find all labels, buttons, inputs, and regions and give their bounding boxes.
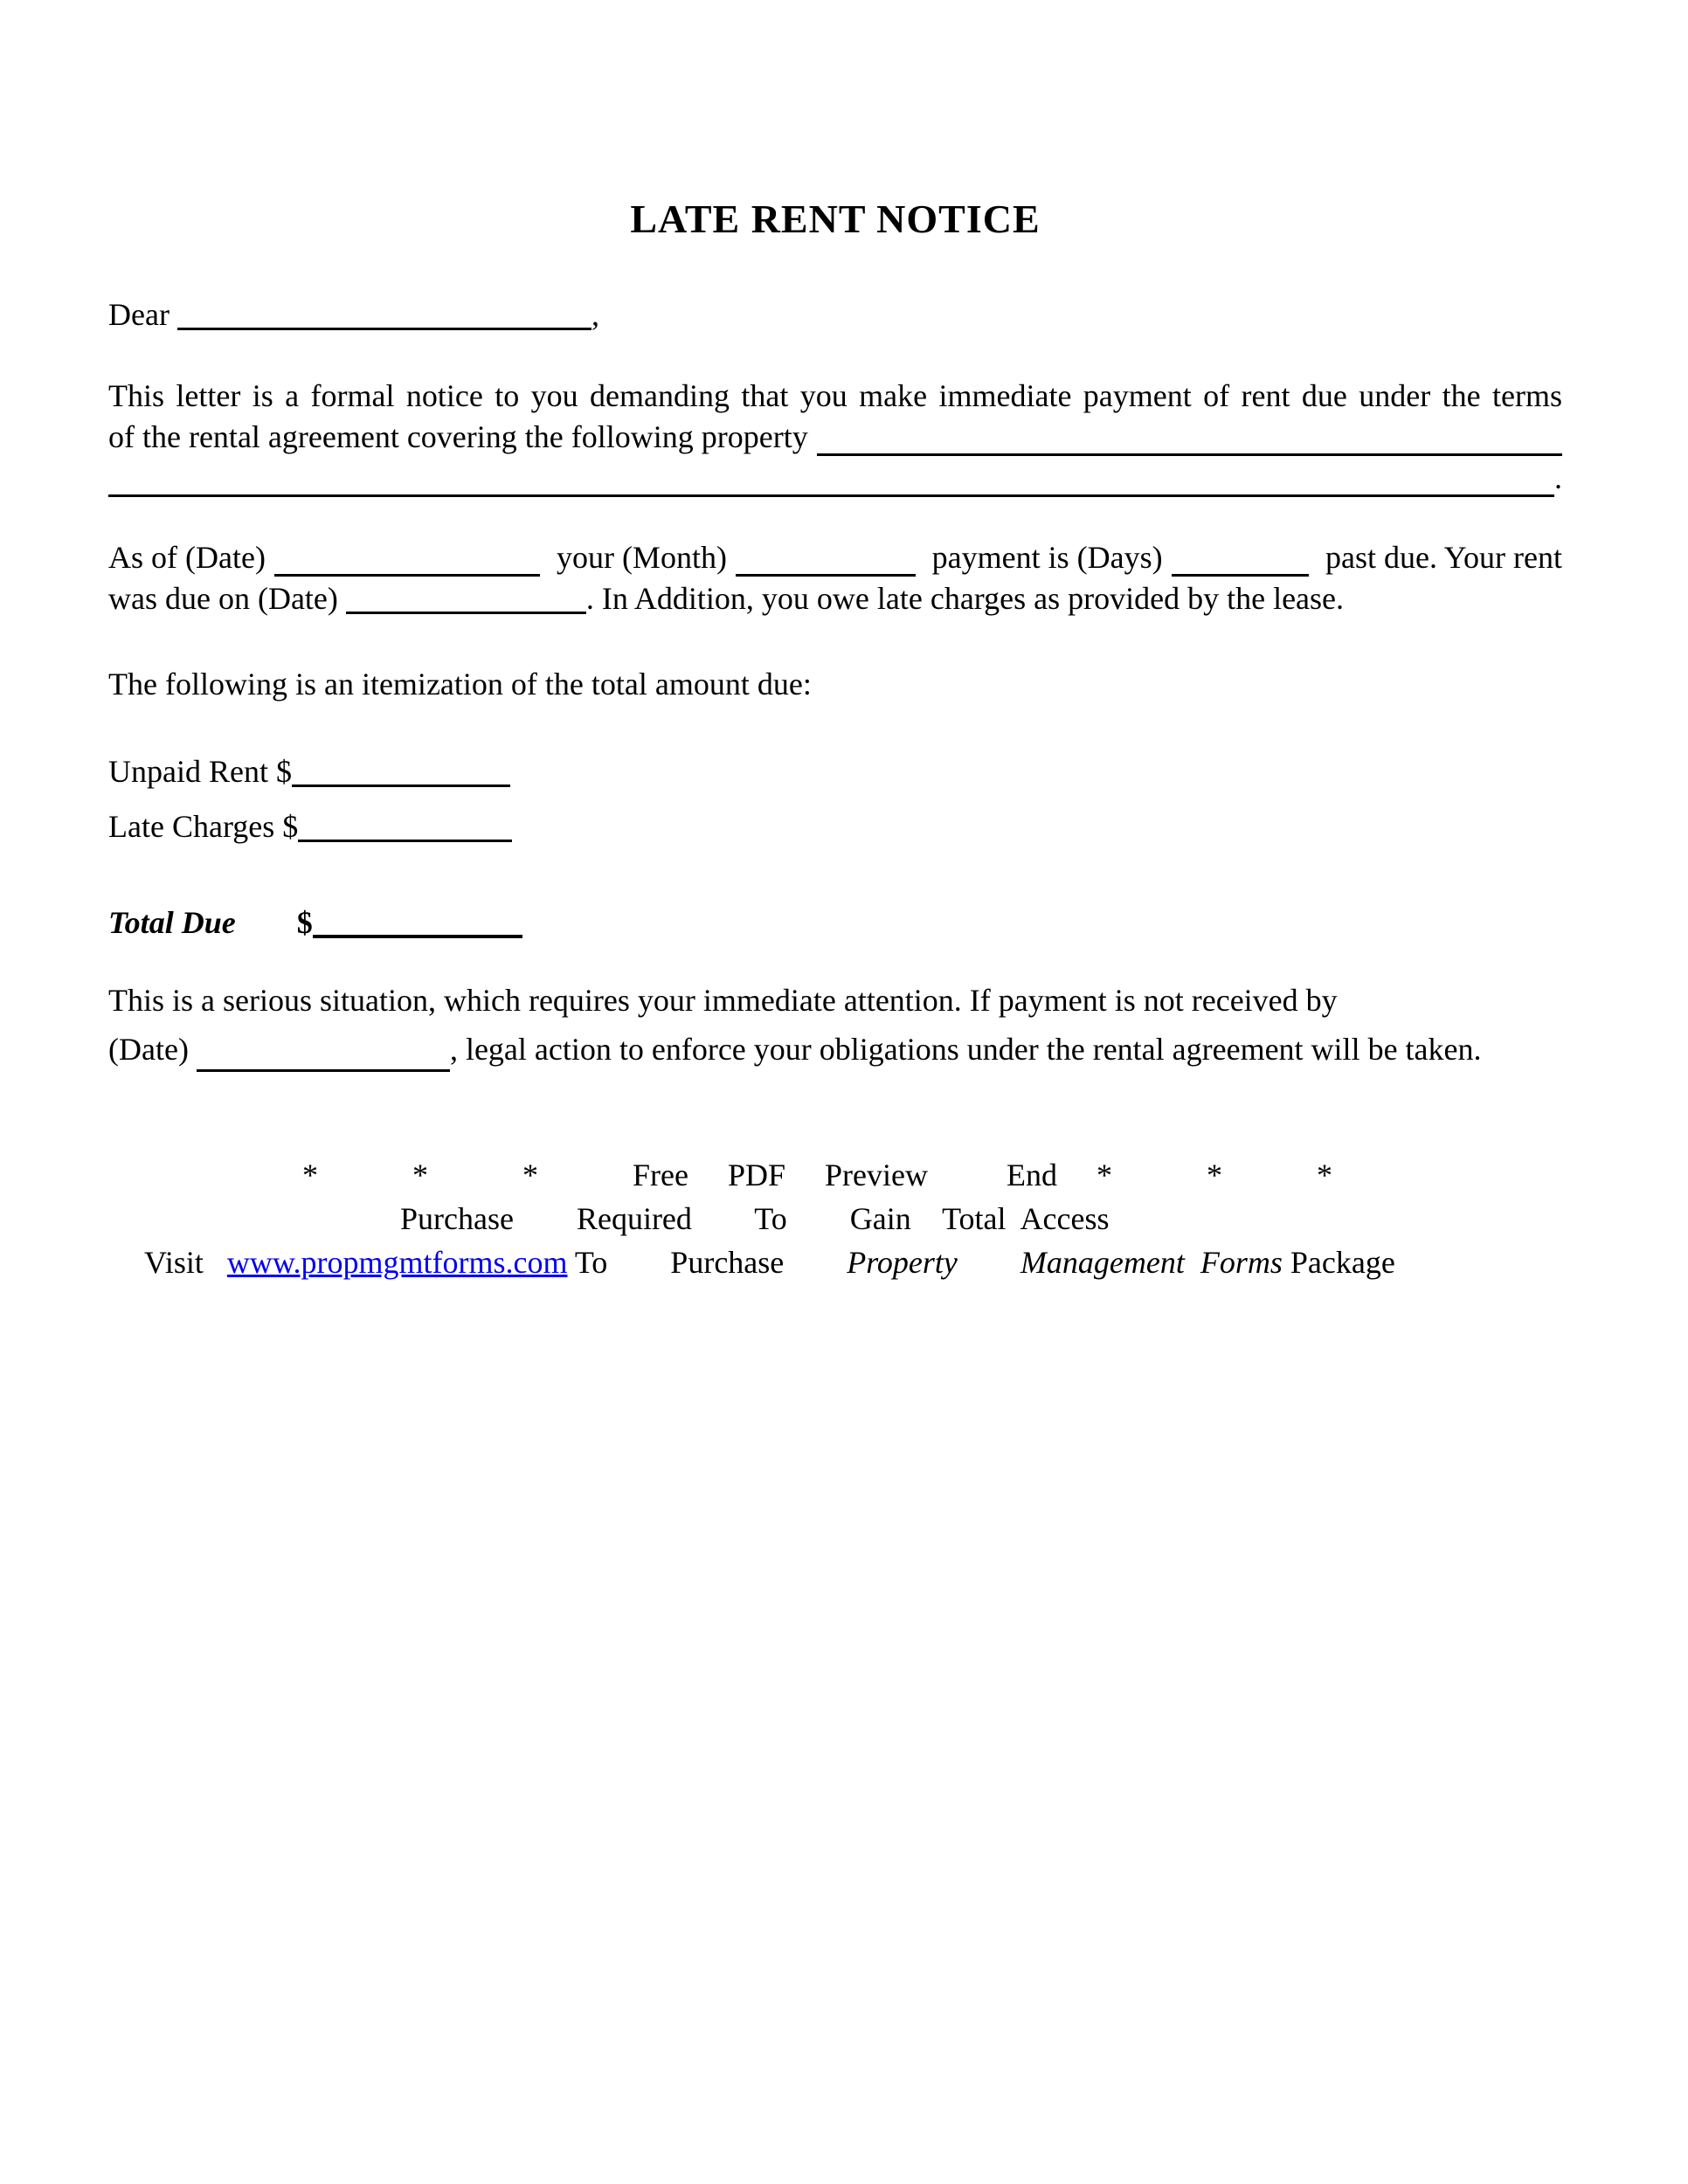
past-due-text: past due. Your rent (1318, 540, 1563, 575)
total-due-blank (313, 935, 522, 938)
total-due-line (108, 902, 1562, 943)
demand-line-3 (108, 458, 1562, 499)
property-blank (817, 417, 1562, 456)
to-purchase-text: To Purchase (567, 1245, 847, 1280)
demand-line-1: This letter is a formal notice to you demanding that you make immediate payment of rent due under the terms (108, 378, 1562, 413)
due-on-date-label: was due on (Date) (108, 581, 346, 616)
visit-text: Visit (144, 1245, 227, 1280)
late-charges-label: Late Charges $ (108, 809, 299, 844)
days-label: payment is (Days) (924, 540, 1163, 575)
due-on-date-blank (346, 612, 586, 614)
salutation-prefix: Dear (108, 297, 177, 332)
deadline-date-blank (197, 1025, 450, 1072)
footer-preview-line: * * * Free PDF Preview End * * * (302, 1158, 1332, 1192)
watermark-footer (108, 1153, 1562, 1284)
footer-visit-line (108, 1241, 1562, 1284)
paragraph-past-due (108, 537, 1562, 619)
unpaid-rent-blank (292, 784, 510, 787)
past-due-line-1 (108, 537, 1562, 578)
paragraph-warning (108, 976, 1562, 1074)
demand-line-2-text: of the rental agreement covering the following property (108, 419, 808, 454)
demand-line-3-period: . (1554, 460, 1562, 495)
total-due-label: Total Due (108, 905, 236, 940)
deadline-date-label: (Date) (108, 1032, 197, 1067)
total-due-currency: $ (296, 905, 313, 940)
month-blank (736, 537, 916, 577)
propmgmtforms-link[interactable]: www.propmgmtforms.com (226, 1245, 568, 1280)
past-due-line-2 (108, 578, 1562, 619)
salutation-comma: , (591, 297, 599, 332)
month-label: your (Month) (548, 540, 727, 575)
property-management-forms-text: Property Management Forms (847, 1245, 1283, 1280)
warning-line-1: This is a serious situation, which requires your immediate attention. If payment is not received by (108, 983, 1338, 1018)
late-charges-text: . In Addition, you owe late charges as provided by the lease. (585, 581, 1345, 616)
late-charges-blank (298, 840, 512, 842)
days-blank (1172, 537, 1309, 577)
demand-line-2 (108, 417, 1562, 458)
package-text: Package (1282, 1245, 1395, 1280)
as-of-date-blank (274, 537, 540, 577)
warning-line-2 (108, 1025, 1562, 1074)
unpaid-rent-label: Unpaid Rent $ (108, 754, 292, 789)
as-of-date-label: As of (Date) (108, 540, 266, 575)
property-blank-continued (108, 458, 1554, 497)
page-title: LATE RENT NOTICE (630, 197, 1041, 241)
tenant-name-blank (177, 328, 591, 330)
document-content (108, 0, 1562, 1284)
paragraph-demand (108, 376, 1562, 499)
legal-action-text: , legal action to enforce your obligations under the rental agreement will be taken. (449, 1032, 1482, 1067)
itemization-heading: The following is an itemization of the total amount due: (108, 667, 812, 702)
unpaid-rent-line (108, 751, 1562, 792)
salutation-line (108, 294, 1562, 335)
late-charges-line (108, 806, 1562, 847)
footer-purchase-line: Purchase Required To Gain Total Access (400, 1201, 1110, 1236)
